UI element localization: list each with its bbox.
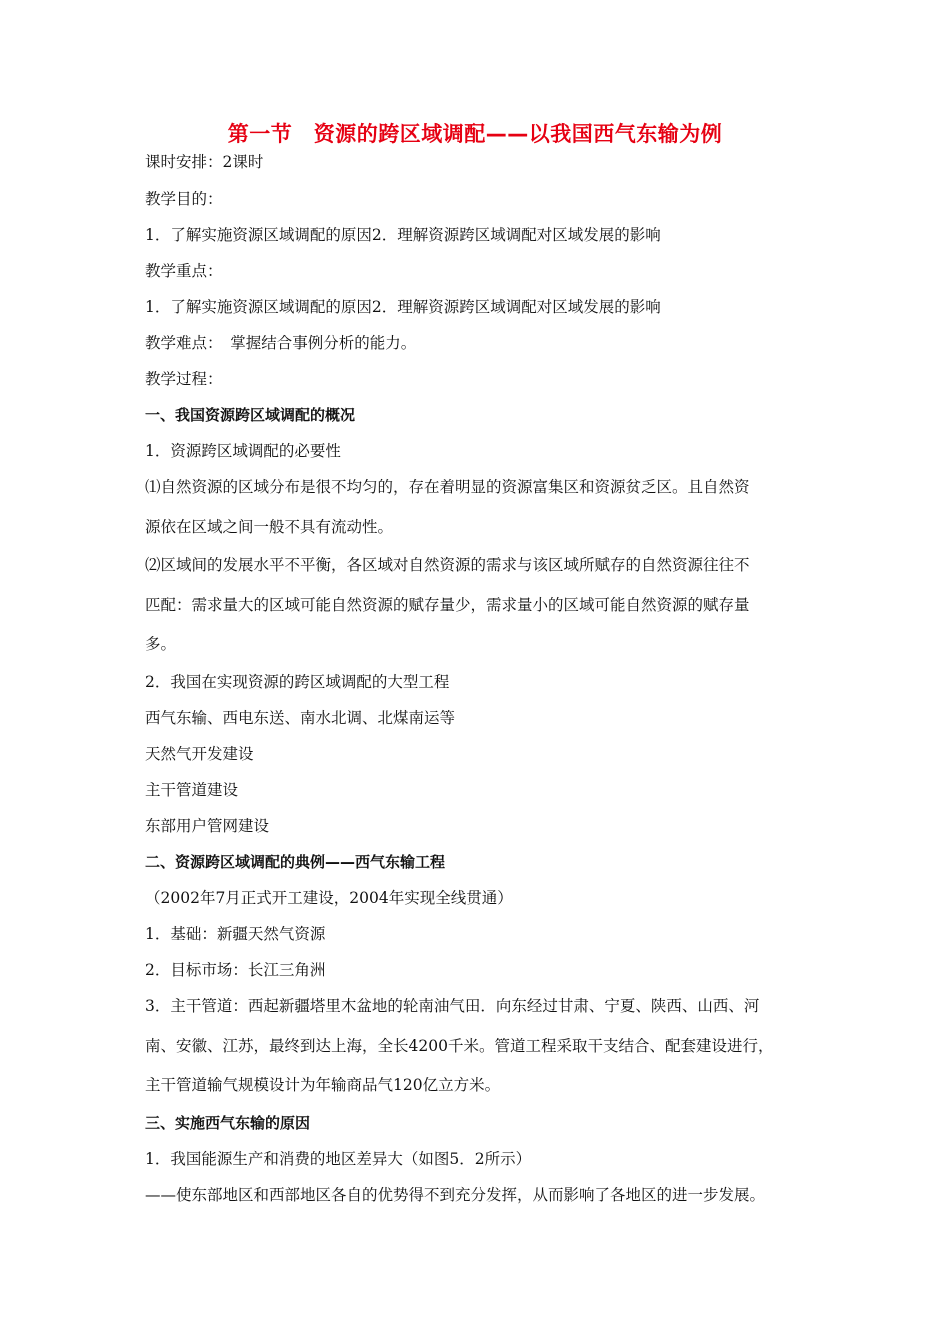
objectives-heading: 教学目的： <box>145 190 223 208</box>
paragraph-line: ⑴自然资源的区域分布是很不均匀的，存在着明显的资源富集区和资源贫乏区。且自然资 <box>145 478 750 496</box>
paragraph-line: 源依在区域之间一般不具有流动性。 <box>145 518 394 536</box>
paragraph-line: ⑵区域间的发展水平不平衡，各区域对自然资源的需求与该区域所赋存的自然资源往往不 <box>145 556 750 574</box>
paragraph-line: 3．主干管道：西起新疆塔里木盆地的轮南油气田．向东经过甘肃、宁夏、陕西、山西、河 <box>145 997 760 1015</box>
paragraph-line: 西气东输、西电东送、南水北调、北煤南运等 <box>145 709 456 727</box>
paragraph-line: 匹配：需求量大的区域可能自然资源的赋存量少，需求量小的区域可能自然资源的赋存量 <box>145 596 750 614</box>
section-1-heading: 一、我国资源跨区域调配的概况 <box>145 406 356 424</box>
paragraph-line: ——使东部地区和西部地区各自的优势得不到充分发挥，从而影响了各地区的进一步发展。 <box>145 1186 766 1204</box>
paragraph-line: 天然气开发建设 <box>145 745 254 763</box>
paragraph-line: （2002年7月正式开工建设，2004年实现全线贯通） <box>145 889 513 907</box>
paragraph-line: 南、安徽、江苏，最终到达上海，全长4200千米。管道工程采取干支结合、配套建设进行， <box>145 1037 774 1055</box>
paragraph-line: 东部用户管网建设 <box>145 817 270 835</box>
process-heading: 教学过程： <box>145 370 223 388</box>
difficulties: 教学难点： 掌握结合事例分析的能力。 <box>145 334 417 352</box>
paragraph-line: 2．我国在实现资源的跨区域调配的大型工程 <box>145 673 450 691</box>
key-points-heading: 教学重点： <box>145 262 223 280</box>
paragraph-line: 主干管道建设 <box>145 781 239 799</box>
paragraph-line: 1．基础：新疆天然气资源 <box>145 925 326 943</box>
paragraph-line: 主干管道输气规模设计为年输商品气120亿立方米。 <box>145 1076 501 1094</box>
document-title: 第一节 资源的跨区域调配——以我国西气东输为例 <box>227 122 723 146</box>
section-3-heading: 三、实施西气东输的原因 <box>145 1114 311 1132</box>
paragraph-line: 2．目标市场：长江三角洲 <box>145 961 326 979</box>
class-hours: 课时安排：2课时 <box>145 153 264 171</box>
paragraph-line: 1．我国能源生产和消费的地区差异大（如图5．2所示） <box>145 1150 532 1168</box>
objectives-text: 1．了解实施资源区域调配的原因2．理解资源跨区域调配对区域发展的影响 <box>145 226 661 244</box>
paragraph-line: 多。 <box>145 635 177 653</box>
section-2-heading: 二、资源跨区域调配的典例——西气东输工程 <box>145 853 446 871</box>
paragraph-line: 1．资源跨区域调配的必要性 <box>145 442 341 460</box>
key-points-text: 1．了解实施资源区域调配的原因2．理解资源跨区域调配对区域发展的影响 <box>145 298 661 316</box>
